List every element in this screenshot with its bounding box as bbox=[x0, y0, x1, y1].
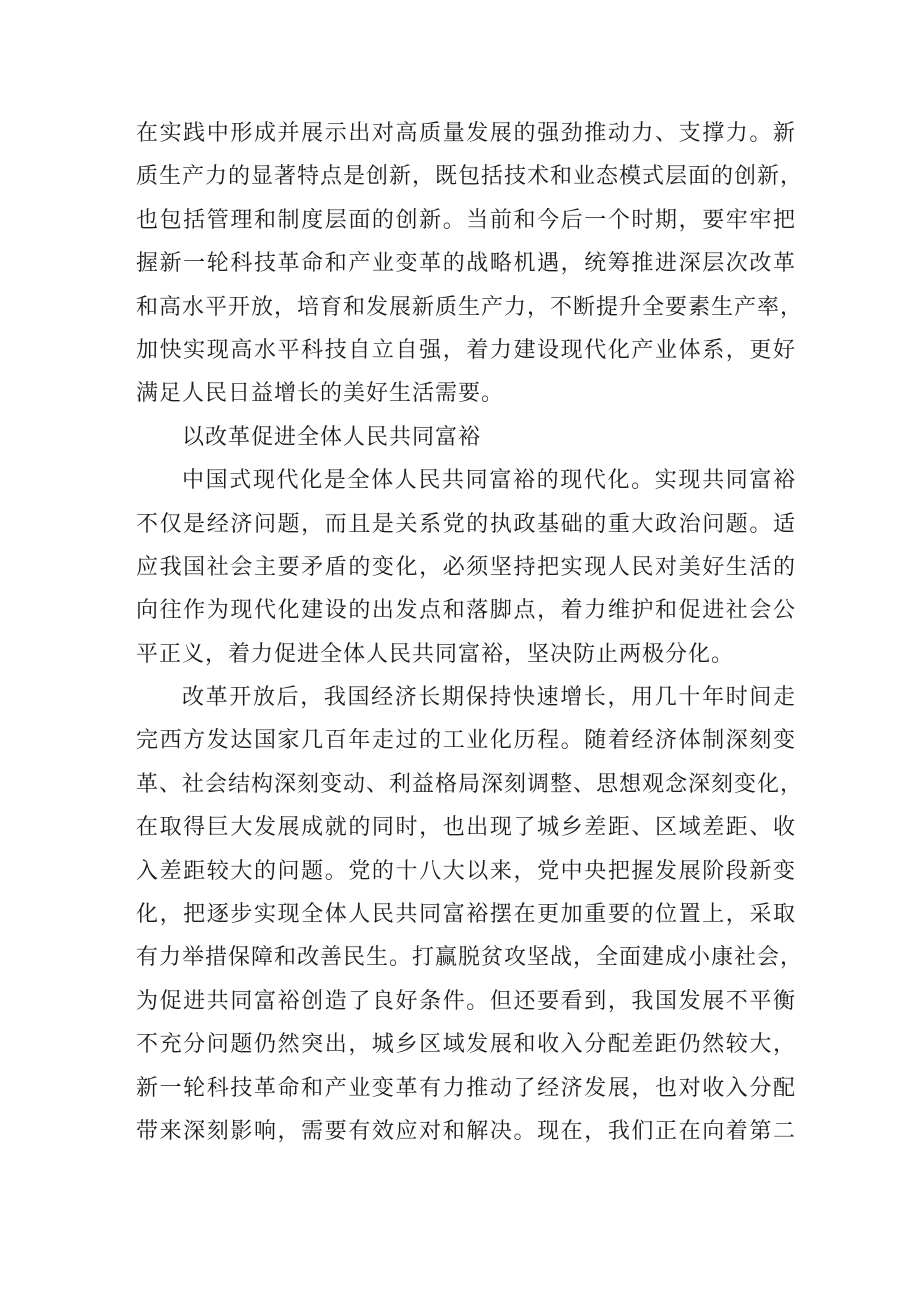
text-line: 不仅是经济问题，而且是关系党的执政基础的重大政治问题。适 bbox=[136, 511, 796, 537]
text-line: 中国式现代化是全体人民共同富裕的现代化。实现共同富裕 bbox=[182, 468, 796, 494]
text-line: 加快实现高水平科技自立自强，着力建设现代化产业体系，更好 bbox=[136, 337, 796, 363]
paragraph-new-productivity bbox=[136, 112, 804, 416]
text-line: 握新一轮科技革命和产业变革的战略机遇，统筹推进深层次改革 bbox=[136, 251, 796, 277]
text-line: 有力举措保障和改善民生。打赢脱贫攻坚战，全面建成小康社会， bbox=[136, 945, 804, 971]
text-line: 质生产力的显著特点是创新，既包括技术和业态模式层面的创新， bbox=[136, 164, 804, 190]
section-heading: 以改革促进全体人民共同富裕 bbox=[182, 424, 482, 450]
text-line: 新一轮科技革命和产业变革有力推动了经济发展，也对收入分配 bbox=[136, 1075, 796, 1101]
text-line: 完西方发达国家几百年走过的工业化历程。随着经济体制深刻变 bbox=[136, 728, 796, 754]
text-line: 在实践中形成并展示出对高质量发展的强劲推动力、支撑力。新 bbox=[136, 121, 796, 146]
text-line: 入差距较大的问题。党的十八大以来，党中央把握发展阶段新变 bbox=[136, 858, 796, 884]
text-line: 化，把逐步实现全体人民共同富裕摆在更加重要的位置上，采取 bbox=[136, 902, 796, 928]
text-line: 满足人民日益增长的美好生活需要。 bbox=[136, 381, 505, 407]
text-line: 带来深刻影响，需要有效应对和解决。现在，我们正在向着第二 bbox=[136, 1118, 796, 1144]
text-line: 应我国社会主要矛盾的变化，必须坚持把实现人民对美好生活的 bbox=[136, 554, 796, 580]
text-line: 也包括管理和制度层面的创新。当前和今后一个时期，要牢牢把 bbox=[136, 207, 796, 233]
document-body bbox=[136, 112, 804, 1153]
paragraph-common-prosperity bbox=[136, 459, 796, 676]
text-line: 不充分问题仍然突出，城乡区域发展和收入分配差距仍然较大， bbox=[136, 1032, 796, 1058]
text-line: 改革开放后，我国经济长期保持快速增长，用几十年时间走 bbox=[182, 685, 796, 711]
paragraph-reform-history bbox=[136, 676, 804, 1153]
text-line: 向往作为现代化建设的出发点和落脚点，着力维护和促进社会公 bbox=[136, 598, 796, 624]
text-line: 平正义，着力促进全体人民共同富裕，坚决防止两极分化。 bbox=[136, 641, 735, 667]
text-line: 和高水平开放，培育和发展新质生产力，不断提升全要素生产率， bbox=[136, 294, 804, 320]
text-line: 为促进共同富裕创造了良好条件。但还要看到，我国发展不平衡 bbox=[136, 988, 796, 1014]
text-line: 在取得巨大发展成就的同时，也出现了城乡差距、区域差距、收 bbox=[136, 815, 796, 841]
text-line: 革、社会结构深刻变动、利益格局深刻调整、思想观念深刻变化， bbox=[136, 771, 804, 797]
